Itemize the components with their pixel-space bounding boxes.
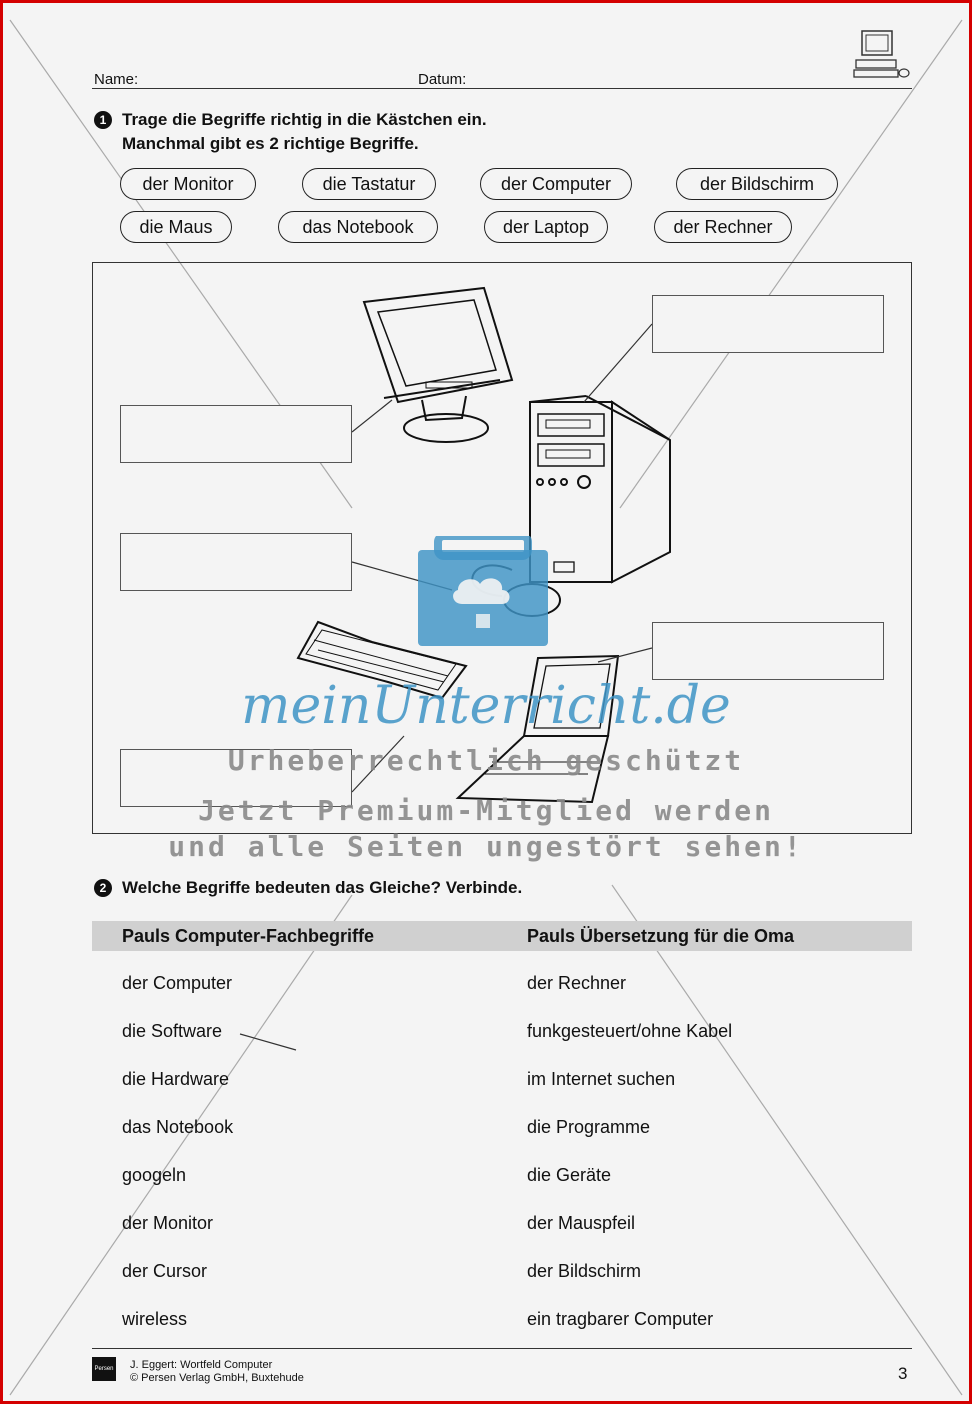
term-der-rechner[interactable]: der Rechner <box>654 211 792 243</box>
task1-number: 1 <box>94 111 112 129</box>
task1-instruction: 1 Trage die Begriffe richtig in die Kästchen ein. Manchmal gibt es 2 richtige Begriffe. <box>94 108 487 156</box>
answer-box-laptop[interactable] <box>652 622 884 680</box>
task2-instruction: 2 Welche Begriffe bedeuten das Gleiche? Verbinde. <box>94 876 522 900</box>
term-left-5[interactable]: googeln <box>122 1165 187 1185</box>
watermark-copyright: Urheberrechtlich geschützt <box>227 744 745 777</box>
answer-box-computer[interactable] <box>652 295 884 353</box>
term-left-7[interactable]: der Cursor <box>122 1261 208 1281</box>
term-right-1[interactable]: der Rechner <box>527 973 627 993</box>
col2-header: Pauls Übersetzung für die Oma <box>527 926 795 946</box>
term-right-4[interactable]: die Programme <box>527 1117 651 1137</box>
watermark-unlock: und alle Seiten ungestört sehen! <box>168 830 804 863</box>
term-die-maus[interactable]: die Maus <box>120 211 232 243</box>
watermark-premium: Jetzt Premium-Mitglied werden <box>198 794 774 827</box>
term-der-laptop[interactable]: der Laptop <box>484 211 608 243</box>
answer-box-mouse[interactable] <box>120 533 352 591</box>
term-right-6[interactable]: der Mauspfeil <box>527 1213 636 1233</box>
term-right-8[interactable]: ein tragbarer Computer <box>527 1309 714 1329</box>
date-label: Datum: <box>418 71 467 88</box>
matching-table-header <box>92 921 912 951</box>
term-das-notebook[interactable]: das Notebook <box>278 211 438 243</box>
term-left-8[interactable]: wireless <box>122 1309 188 1329</box>
term-der-computer[interactable]: der Computer <box>480 168 632 200</box>
term-left-2[interactable]: die Software <box>122 1021 223 1041</box>
term-left-3[interactable]: die Hardware <box>122 1069 230 1089</box>
example-connection-line <box>236 1030 300 1054</box>
term-left-4[interactable]: das Notebook <box>122 1117 234 1137</box>
term-der-bildschirm[interactable]: der Bildschirm <box>676 168 838 200</box>
answer-box-monitor[interactable] <box>120 405 352 463</box>
term-right-3[interactable]: im Internet suchen <box>527 1069 676 1089</box>
term-right-5[interactable]: die Geräte <box>527 1165 612 1185</box>
monitor-illustration <box>364 288 512 442</box>
term-left-6[interactable]: der Monitor <box>122 1213 214 1233</box>
page-number: 3 <box>898 1364 908 1383</box>
term-die-tastatur[interactable]: die Tastatur <box>302 168 436 200</box>
term-der-monitor[interactable]: der Monitor <box>120 168 256 200</box>
task2-number: 2 <box>94 879 112 897</box>
briefcase-logo-icon <box>418 536 548 646</box>
name-label: Name: <box>94 71 139 88</box>
footer-rule <box>92 1348 912 1349</box>
term-right-7[interactable]: der Bildschirm <box>527 1261 642 1281</box>
term-left-1[interactable]: der Computer <box>122 973 233 993</box>
col1-header: Pauls Computer-Fachbegriffe <box>122 926 375 946</box>
watermark-logo: meinUnterricht.de <box>241 676 731 736</box>
publisher-logo: Persen <box>92 1357 116 1381</box>
tower-illustration <box>530 396 670 582</box>
term-right-2[interactable]: funkgesteuert/ohne Kabel <box>527 1021 733 1041</box>
header-rule <box>92 88 912 89</box>
footer-credit: J. Eggert: Wortfeld Computer © Persen Verlag GmbH, Buxtehude <box>130 1359 304 1384</box>
computer-icon <box>852 28 912 82</box>
